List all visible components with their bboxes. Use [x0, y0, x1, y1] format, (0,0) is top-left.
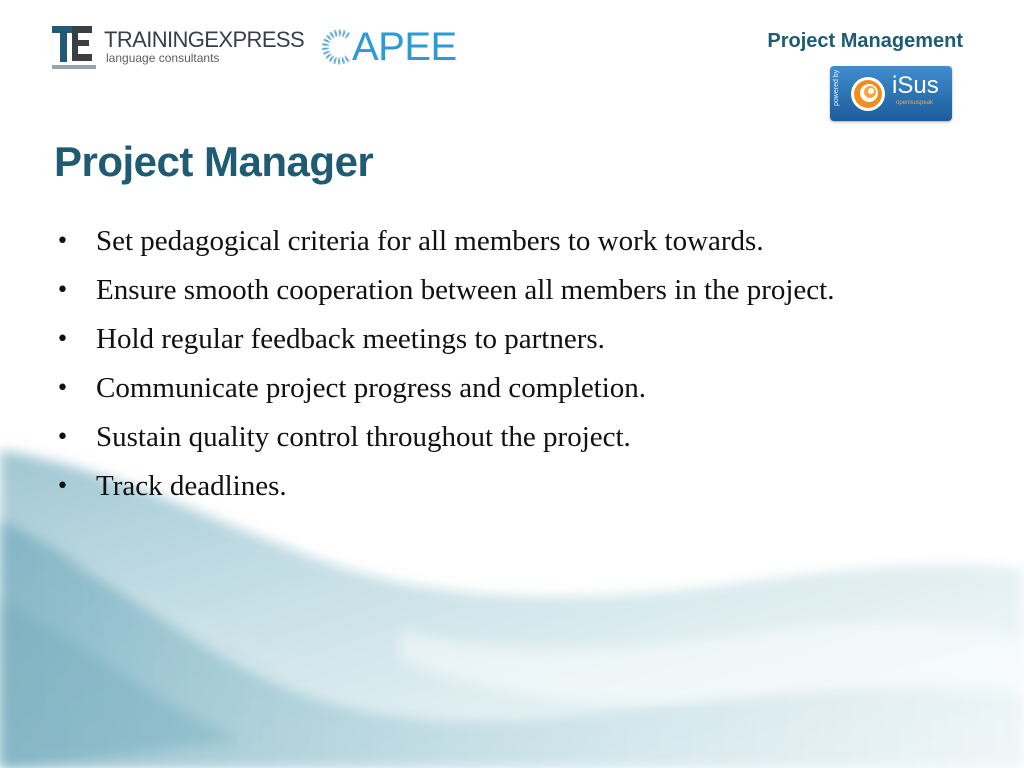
isus-swirl-icon — [849, 75, 887, 113]
bullet-text: Hold regular feedback meetings to partners. — [96, 323, 605, 355]
isus-small-text: openisuspeak — [896, 100, 934, 106]
logo-tagline: language consultants — [106, 51, 220, 65]
bullet-list — [56, 222, 956, 516]
te-monogram-icon — [52, 24, 96, 70]
list-item — [56, 418, 956, 457]
list-item — [56, 271, 956, 310]
bullet-dot-icon: • — [56, 278, 69, 303]
list-item — [56, 467, 956, 506]
list-item — [56, 222, 956, 261]
bullet-dot-icon: • — [56, 229, 69, 254]
bullet-dot-icon: • — [56, 425, 69, 450]
bullet-text: Set pedagogical criteria for all members to work towards. — [96, 225, 764, 257]
isus-badge — [830, 66, 952, 121]
bullet-dot-icon: • — [56, 474, 69, 499]
bullet-text: Track deadlines. — [96, 470, 287, 502]
bullet-dot-icon: • — [56, 327, 69, 352]
section-title: Project Management — [767, 30, 963, 52]
trainingexpress-logo — [46, 24, 305, 74]
powered-by-label: powered by — [833, 69, 840, 106]
list-item — [56, 320, 956, 359]
apee-logo — [318, 25, 480, 69]
isus-name: iSus — [892, 72, 939, 99]
bullet-text: Ensure smooth cooperation between all members in the project. — [96, 274, 835, 306]
logo-brand-text: TRAININGEXPRESS — [104, 27, 305, 52]
bullet-text: Communicate project progress and completion. — [96, 372, 647, 404]
bullet-text: Sustain quality control throughout the project. — [96, 421, 631, 453]
bullet-dot-icon: • — [56, 376, 69, 401]
apee-wordmark: APEE — [352, 25, 457, 69]
slide-title: Project Manager — [54, 138, 374, 185]
list-item — [56, 369, 956, 408]
